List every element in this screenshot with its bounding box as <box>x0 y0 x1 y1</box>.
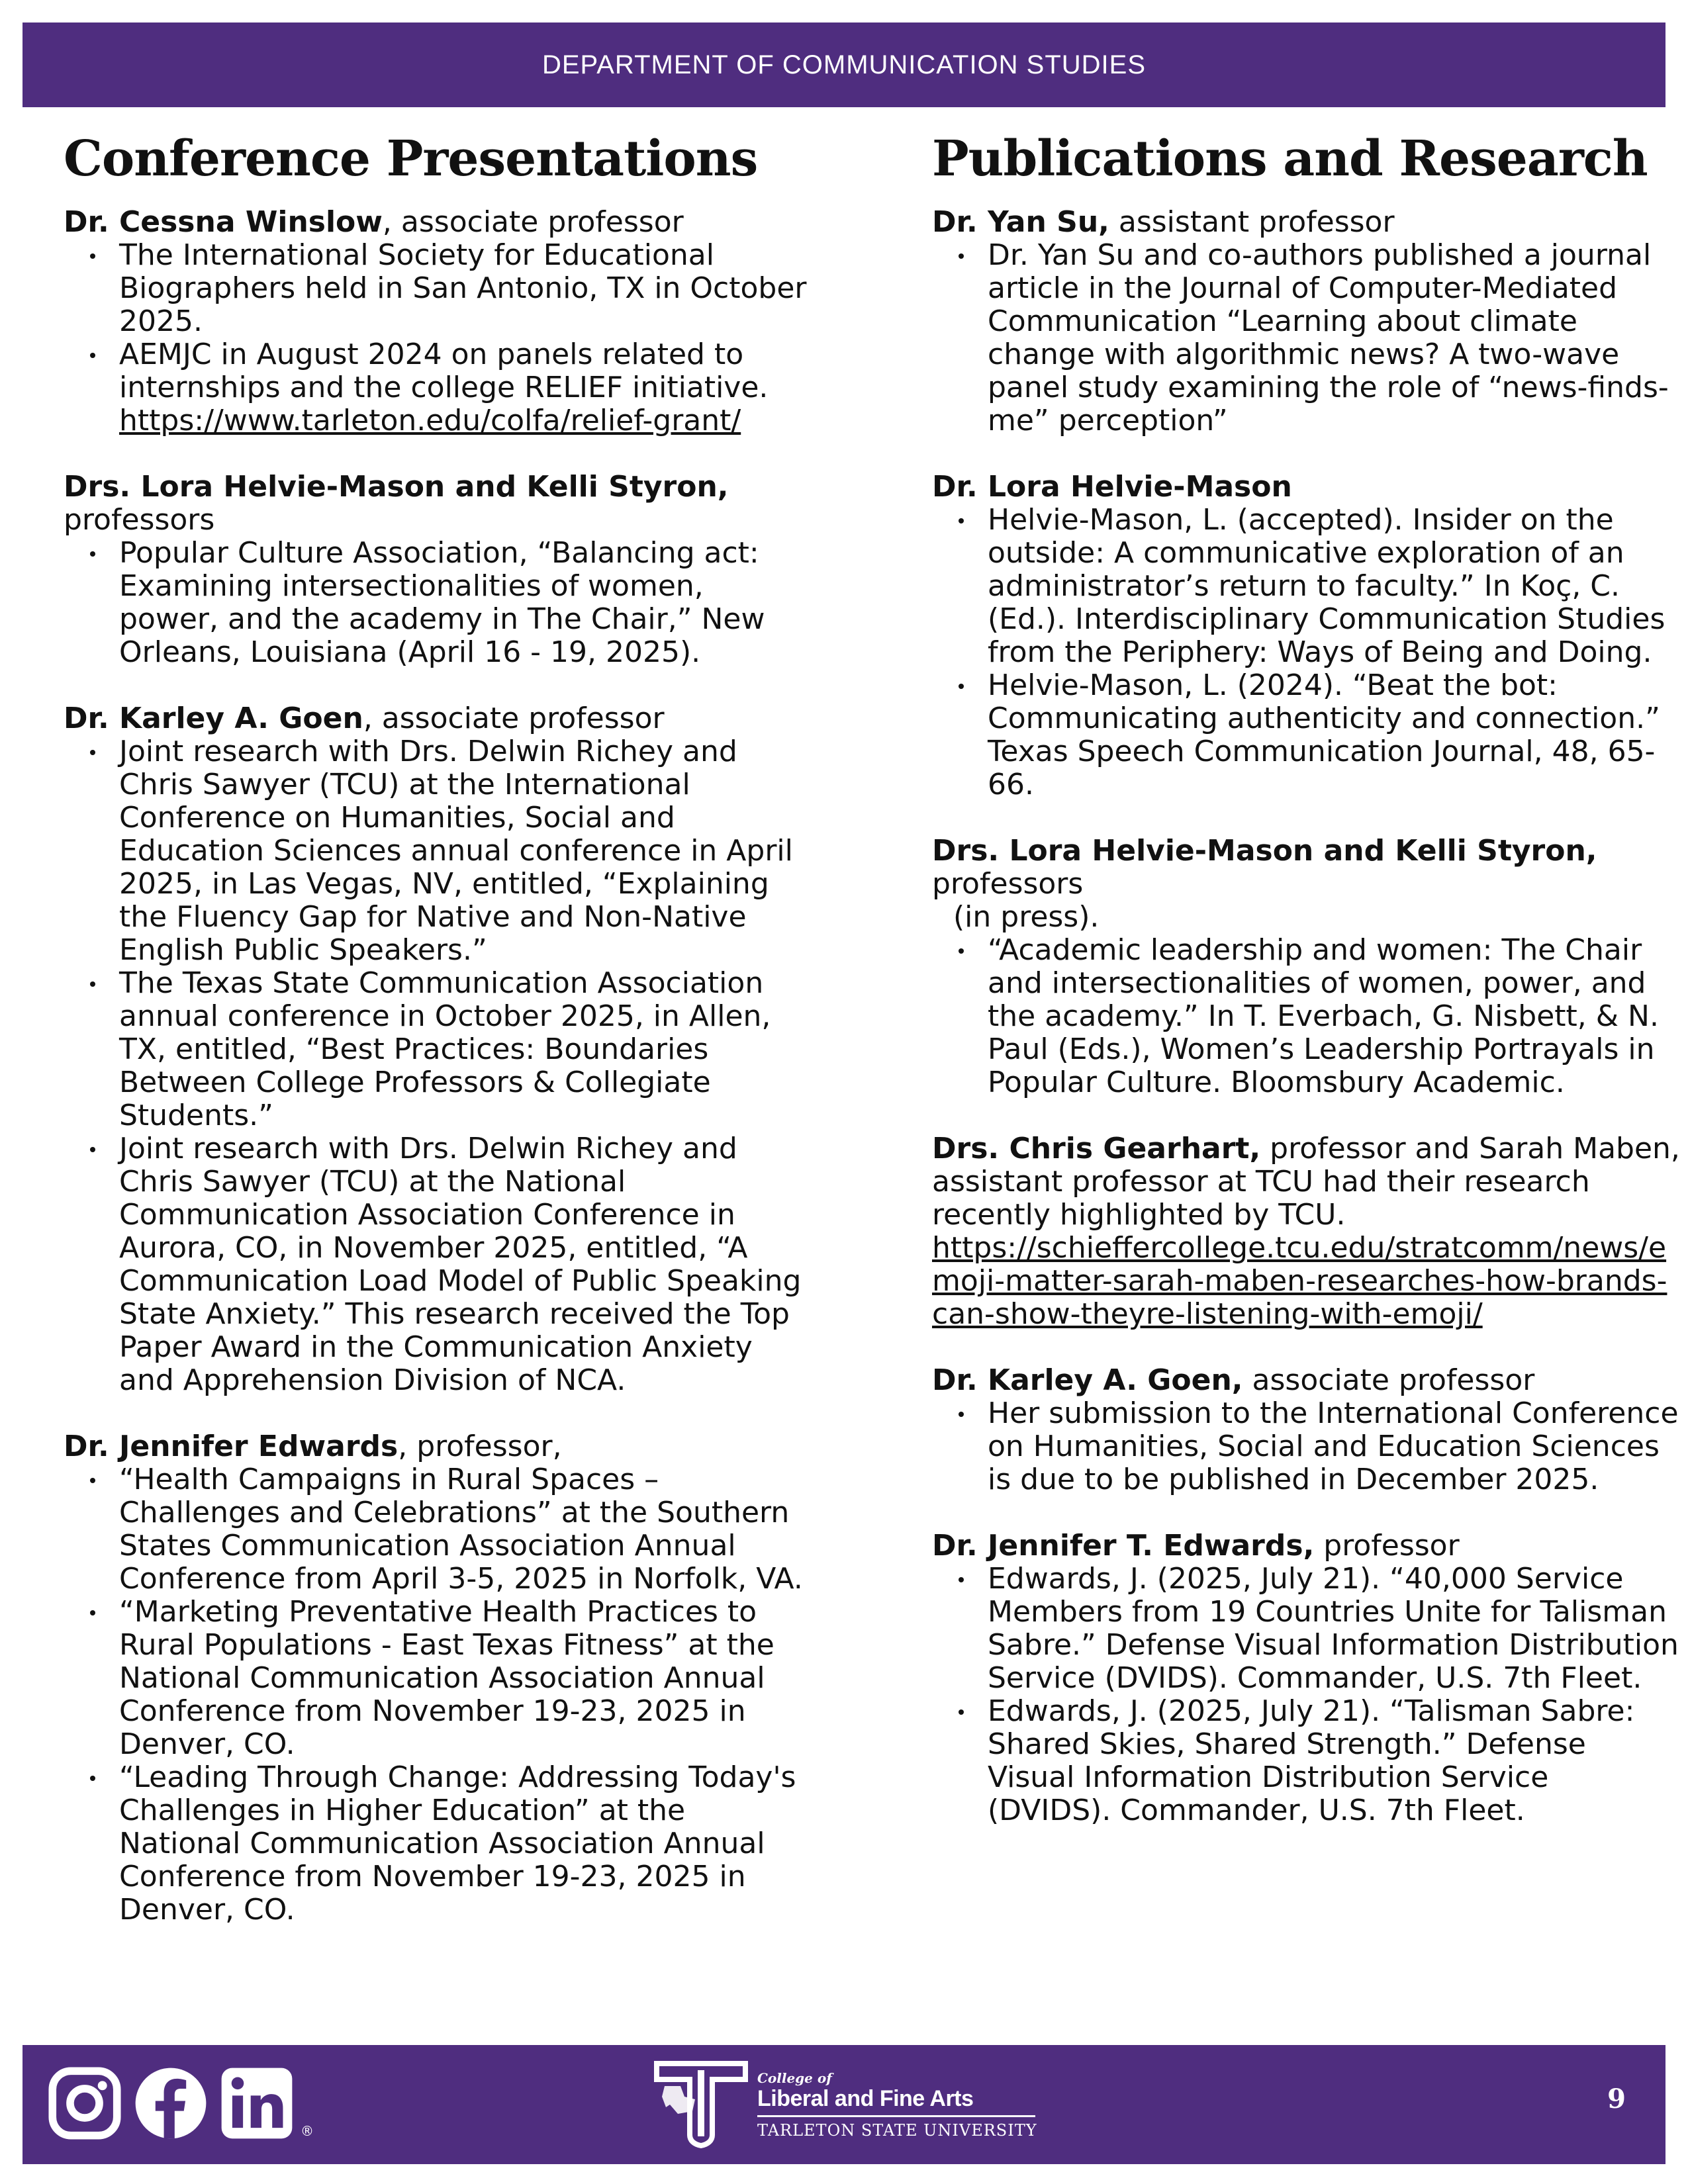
entry-heading <box>932 835 1680 901</box>
entry-role: professors <box>932 867 1084 901</box>
linkedin-icon[interactable] <box>218 2065 295 2142</box>
list-item: Popular Culture Association, “Balancing act: Examining intersectionalities of women, power, and the academy in The Chair,” New Orleans, Louisiana (April 16 - 19, 2025). <box>64 537 812 669</box>
entry-heading <box>64 702 812 735</box>
header-bar <box>23 23 1665 107</box>
entry-heading <box>64 1430 812 1463</box>
conference-entry <box>64 206 812 437</box>
entry-heading <box>932 1132 1680 1232</box>
list-item: Helvie-Mason, L. (accepted). Insider on the outside: A communicative exploration of an administrator’s return to faculty.” In Koç, C. (Ed.). Interdisciplinary Communication Studies from the Periphery: Ways of Being and Doing. <box>932 504 1680 669</box>
list-item-text: AEMJC in August 2024 on panels related to internships and the college RELIEF initiative. <box>119 338 769 405</box>
relief-grant-link[interactable]: https://www.tarleton.edu/colfa/relief-grant/ <box>119 404 741 438</box>
entry-name: Dr. Karley A. Goen, <box>932 1363 1243 1398</box>
registered-mark: ® <box>301 2123 314 2139</box>
publication-entry <box>932 835 1680 1099</box>
entry-name: Dr. Jennifer Edwards <box>64 1430 399 1464</box>
social-links <box>46 2065 314 2142</box>
logo-divider <box>757 2115 1035 2117</box>
list-item: Edwards, J. (2025, July 21). “40,000 Service Members from 19 Countries Unite for Talisman Sabre.” Defense Visual Information Distribution Service (DVIDS). Commander, U.S. 7th Fleet. <box>932 1563 1680 1695</box>
tarleton-t-icon <box>651 2057 751 2152</box>
entry-role: associate professor <box>1243 1363 1535 1398</box>
entry-role: , associate professor <box>363 702 665 736</box>
entry-name: Dr. Lora Helvie-Mason <box>932 470 1292 504</box>
entry-name: Dr. Cessna Winslow <box>64 205 383 240</box>
entry-name: Drs. Lora Helvie-Mason and Kelli Styron, <box>932 834 1597 868</box>
instagram-icon[interactable] <box>46 2065 123 2142</box>
entry-role: professors <box>64 503 215 537</box>
entry-role: , associate professor <box>382 205 684 240</box>
publications-column <box>932 132 1680 1860</box>
entry-list <box>64 239 812 437</box>
facebook-icon[interactable] <box>132 2065 209 2142</box>
conference-title: Conference Presentations <box>64 130 758 187</box>
logo-line-1: College of <box>757 2070 832 2086</box>
entry-role: , professor, <box>398 1430 562 1464</box>
list-item: “Academic leadership and women: The Chair and intersectionalities of women, power, and the academy.” In T. Everbach, G. Nisbett, & N. Paul (Eds.), Women’s Leadership Portrayals in Popular Culture. Bloomsbury Academic. <box>932 934 1680 1099</box>
entry-name: Drs. Lora Helvie-Mason and Kelli Styron, <box>64 470 729 504</box>
entry-list <box>64 1463 812 1927</box>
list-item: “Health Campaigns in Rural Spaces – Challenges and Celebrations” at the Southern States Communication Association Annual Conference from April 3-5, 2025 in Norfolk, VA. <box>64 1463 812 1596</box>
list-item: The Texas State Communication Association annual conference in October 2025, in Allen, TX, entitled, “Best Practices: Boundaries Between College Professors & Collegiate Students.” <box>64 967 812 1132</box>
entry-role: professor and Sarah Maben, assistant professor at TCU had their research recently highlighted by TCU. <box>932 1132 1680 1232</box>
entry-note: (in press). <box>953 900 1100 934</box>
entry-list <box>932 1397 1680 1496</box>
page-number: 9 <box>1607 2083 1626 2115</box>
entry-name: Dr. Jennifer T. Edwards, <box>932 1529 1315 1563</box>
entry-heading <box>64 471 812 537</box>
list-item: Edwards, J. (2025, July 21). “Talisman Sabre: Shared Skies, Shared Strength.” Defense Visual Information Distribution Service (DVIDS). Commander, U.S. 7th Fleet. <box>932 1695 1680 1827</box>
entry-heading <box>932 471 1680 504</box>
list-item: Her submission to the International Conference on Humanities, Social and Education Sciences is due to be published in December 2025. <box>932 1397 1680 1496</box>
tcu-research-link[interactable]: https://schieffercollege.tcu.edu/stratcomm/news/emoji-matter-sarah-maben-researches-how-brands-can-show-theyre-listening-with-emoji/ <box>932 1231 1667 1332</box>
list-item <box>64 338 812 437</box>
logo-line-3: TARLETON STATE UNIVERSITY <box>757 2120 1037 2140</box>
entry-heading <box>932 206 1680 239</box>
logo-text <box>757 2071 1037 2138</box>
entry-list <box>64 735 812 1397</box>
entry-list <box>932 239 1680 437</box>
publication-entry <box>932 471 1680 801</box>
conference-column <box>64 132 812 1960</box>
entry-name: Dr. Yan Su, <box>932 205 1109 240</box>
list-item: “Leading Through Change: Addressing Today's Challenges in Higher Education” at the National Communication Association Annual Conference from November 19-23, 2025 in Denver, CO. <box>64 1761 812 1927</box>
entry-heading <box>932 1364 1680 1397</box>
footer-bar <box>23 2045 1665 2164</box>
publications-title: Publications and Research <box>932 130 1648 187</box>
entry-list <box>64 537 812 669</box>
entry-name: Dr. Karley A. Goen <box>64 702 363 736</box>
publication-entry <box>932 1364 1680 1496</box>
list-item: “Marketing Preventative Health Practices to Rural Populations - East Texas Fitness” at the National Communication Association Annual Conference from November 19-23, 2025 in Denver, CO. <box>64 1596 812 1761</box>
entry-list <box>932 1563 1680 1827</box>
list-item: The International Society for Educational Biographers held in San Antonio, TX in October 2025. <box>64 239 812 338</box>
list-item: Joint research with Drs. Delwin Richey and Chris Sawyer (TCU) at the International Conference on Humanities, Social and Education Sciences annual conference in April 2025, in Las Vegas, NV, entitled, “Explaining the Fluency Gap for Native and Non-Native English Public Speakers.” <box>64 735 812 967</box>
department-title: DEPARTMENT OF COMMUNICATION STUDIES <box>541 50 1147 79</box>
list-item: Joint research with Drs. Delwin Richey and Chris Sawyer (TCU) at the National Communication Association Conference in Aurora, CO, in November 2025, entitled, “A Communication Load Model of Public Speaking State Anxiety.” This research received the Top Paper Award in the Communication Anxiety and Apprehension Division of NCA. <box>64 1132 812 1397</box>
list-item: Dr. Yan Su and co-authors published a journal article in the Journal of Computer-Mediated Communication “Learning about climate change with algorithmic news? A two-wave panel study examining the role of “news-finds-me” perception” <box>932 239 1680 437</box>
entry-list <box>932 504 1680 801</box>
entry-role: professor <box>1314 1529 1460 1563</box>
conference-entry <box>64 471 812 669</box>
entry-role: assistant professor <box>1109 205 1395 240</box>
conference-entry <box>64 1430 812 1927</box>
entry-heading <box>64 206 812 239</box>
publication-entry <box>932 1132 1680 1331</box>
conference-entry <box>64 702 812 1397</box>
publication-entry <box>932 206 1680 437</box>
entry-list <box>932 934 1680 1099</box>
entry-name: Drs. Chris Gearhart, <box>932 1132 1261 1166</box>
college-logo <box>651 2057 1037 2152</box>
publication-entry <box>932 1529 1680 1827</box>
entry-heading <box>932 1529 1680 1563</box>
logo-line-2: Liberal and Fine Arts <box>757 2085 974 2111</box>
list-item: Helvie-Mason, L. (2024). “Beat the bot: Communicating authenticity and connection.” Texas Speech Communication Journal, 48, 65-66. <box>932 669 1680 801</box>
